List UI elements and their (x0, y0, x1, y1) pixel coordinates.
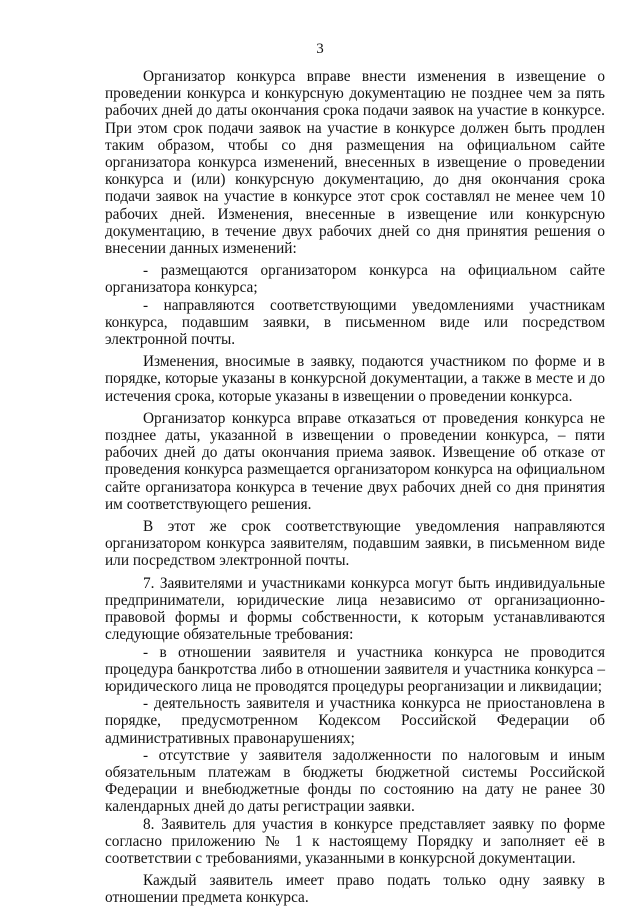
document-body (105, 68, 605, 912)
list-item: 8. Заявитель для участия в конкурсе представляет заявку по форме согласно приложению № 1 к настоящему Порядку и заполняет её в соответствии с требованиями, указанными в конкурсной документации. (105, 815, 605, 867)
list-item: - направляются соответствующими уведомлениями участникам конкурса, подавшим заявки, в письменном виде или посредством электронной почты. (105, 296, 605, 349)
paragraph: В этот же срок соответствующие уведомления направляются организатором конкурса заявителям, подавшим заявки, в письменном виде или посредством электронной почты. (105, 518, 605, 570)
list-item: - размещаются организатором конкурса на официальном сайте организатора конкурса; (105, 262, 605, 297)
paragraph: Организатор конкурса вправе отказаться от проведения конкурса не позднее даты, указанной в извещении о проведении конкурса, – пяти рабочих дней до даты окончания приема заявок. Извещение об отказе от проведения конкурса размещается организатором конкурса на официальном сайте организатора конкурса в течение двух рабочих дней со дня принятия им соответствующего решения. (105, 409, 605, 513)
list-item: - в отношении заявителя и участника конкурса не проводится процедура банкротства либо в отношении заявителя и участника конкурса – юридического лица не проводятся процедуры реорганизации и ликвидации; (105, 643, 605, 695)
paragraph: Организатор конкурса вправе внести изменения в извещение о проведении конкурса и конкурсную документацию не позднее чем за пять рабочих дней до даты окончания срока подачи заявок на участие в конкурсе. При этом срок подачи заявок на участие в конкурсе должен быть продлен таким образом, чтобы со дня размещения на официальном сайте организатора конкурса изменений, внесенных в извещение о проведении конкурса и (или) конкурсную документацию, до дня окончания срока подачи заявок на участие в конкурсе этот срок составлял не менее чем 10 рабочих дней. Изменения, внесенные в извещение или конкурсную документацию, в течение двух рабочих дней со дня принятия решения о внесении данных изменений: (105, 68, 605, 258)
page-number: 3 (316, 41, 324, 57)
list-item: - деятельность заявителя и участника конкурса не приостановлена в порядке, предусмотренном Кодексом Российской Федерации об административных правонарушениях; (105, 695, 605, 747)
list-item: - отсутствие у заявителя задолженности по налоговым и иным обязательным платежам в бюджеты бюджетной системы Российской Федерации и внебюджетные фонды по состоянию на дату не ранее 30 календарных дней до даты регистрации заявки. (105, 746, 605, 816)
paragraph: Каждый заявитель имеет право подать только одну заявку в отношении предмета конкурса. (105, 872, 605, 907)
paragraph: Изменения, вносимые в заявку, подаются участником по форме и в порядке, которые указаны в конкурсной документации, а также в месте и до истечения срока, которые указаны в извещении о проведении конкурса. (105, 353, 605, 405)
list-item: 7. Заявителями и участниками конкурса могут быть индивидуальные предприниматели, юридические лица независимо от организационно-правовой формы и формы собственности, к которым устанавливаются следующие обязательные требования: (105, 574, 605, 644)
